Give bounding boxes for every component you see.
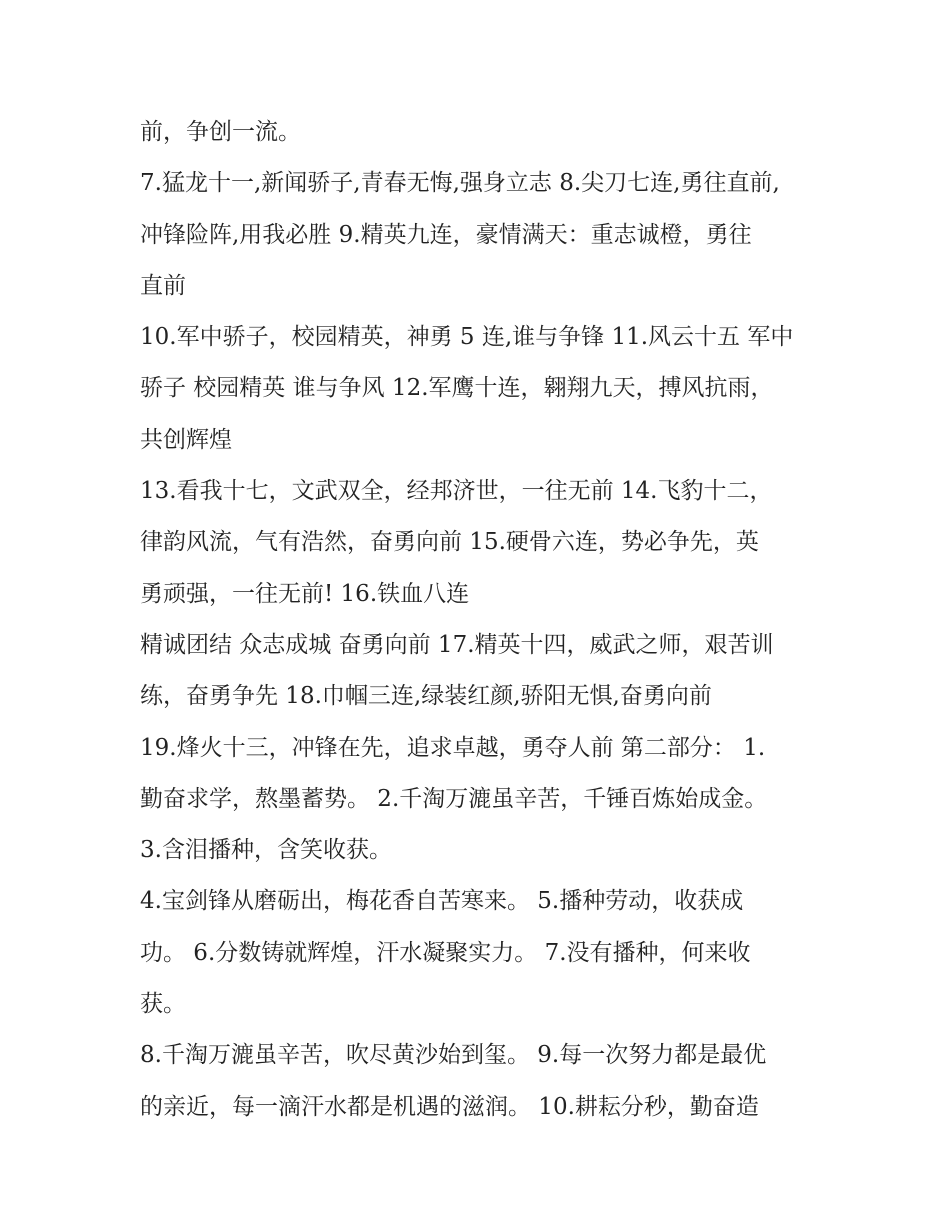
text-line: 功。 6.分数铸就辉煌，汗水凝聚实力。 7.没有播种，何来收	[140, 939, 751, 966]
text-line: 勇顽强，一往无前! 16.铁血八连	[140, 580, 470, 607]
text-line: 13.看我十七，文武双全，经邦济世，一往无前 14.飞豹十二，	[140, 478, 773, 505]
body-text	[140, 107, 820, 1133]
text-line: 直前	[140, 272, 186, 299]
text-line: 骄子 校园精英 谁与争风 12.军鹰十连，翱翔九天，搏风抗雨，	[140, 375, 774, 402]
text-line: 练，奋勇争先 18.巾帼三连,绿装红颜,骄阳无惧,奋勇向前	[140, 683, 712, 710]
text-line: 共创辉煌	[140, 426, 232, 453]
text-line: 律韵风流，气有浩然，奋勇向前 15.硬骨六连，势必争先，英	[140, 529, 759, 556]
text-line: 10.军中骄子，校园精英，神勇 5 连,谁与争锋 11.风云十五 军中	[140, 324, 794, 351]
text-line: 勤奋求学，熬墨蓄势。 2.千淘万漉虽辛苦，千锤百炼始成金。	[140, 785, 768, 812]
text-line: 冲锋险阵,用我必胜 9.精英九连，豪情满天：重志诚橙，勇往	[140, 221, 752, 248]
text-line: 7.猛龙十一,新闻骄子,青春无悔,强身立志 8.尖刀七连,勇往直前,	[140, 170, 780, 197]
text-line: 的亲近，每一滴汗水都是机遇的滋润。 10.耕耘分秒，勤奋造	[140, 1093, 759, 1120]
text-line: 前，争创一流。	[140, 119, 301, 145]
text-line: 19.烽火十三，冲锋在先，追求卓越，勇夺人前 第二部分： 1.	[140, 734, 766, 761]
text-line: 精诚团结 众志成城 奋勇向前 17.精英十四，威武之师，艰苦训	[140, 631, 774, 658]
text-line: 4.宝剑锋从磨砺出，梅花香自苦寒来。 5.播种劳动，收获成	[140, 888, 744, 915]
text-line: 获。	[140, 991, 186, 1018]
text-line: 8.千淘万漉虽辛苦，吹尽黄沙始到玺。 9.每一次努力都是最优	[140, 1042, 767, 1069]
text-line: 3.含泪播种，含笑收获。	[140, 837, 392, 864]
